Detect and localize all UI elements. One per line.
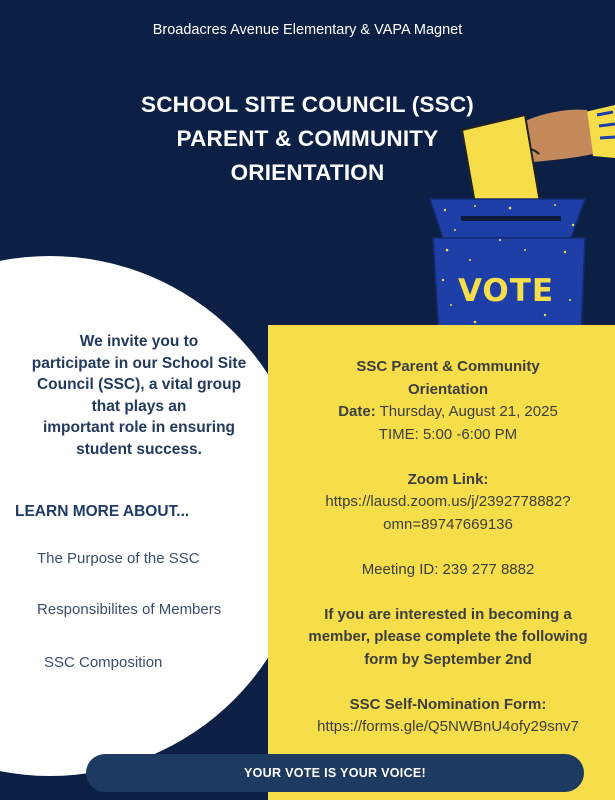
ballot-box-icon xyxy=(415,100,615,350)
event-title: Orientation xyxy=(407,380,488,398)
event-details xyxy=(292,356,604,739)
learn-more-heading: LEARN MORE ABOUT... xyxy=(15,503,190,520)
box-label: VOTE xyxy=(457,273,555,309)
title-line-3: ORIENTATION xyxy=(230,160,385,185)
title-line-2: PARENT & COMMUNITY xyxy=(176,126,439,151)
interest-line: If you are interested in becoming a xyxy=(324,605,572,623)
invitation-line: participate in our School Site xyxy=(31,354,247,372)
topic-item: The Purpose of the SSC xyxy=(37,550,200,567)
form-link[interactable]: https://forms.gle/Q5NWBnU4ofy29snv7 xyxy=(317,718,579,735)
event-time: TIME: 5:00 -6:00 PM xyxy=(378,425,518,443)
invitation-line: that plays an xyxy=(91,397,187,415)
event-title: SSC Parent & Community xyxy=(356,358,540,375)
date-value: Thursday, August 21, 2025 xyxy=(375,403,558,420)
school-name: Broadacres Avenue Elementary & VAPA Magnet xyxy=(152,22,463,38)
interest-line: form by September 2nd xyxy=(364,650,532,668)
zoom-link-cont[interactable]: omn=89747669136 xyxy=(383,515,513,533)
form-label: SSC Self-Nomination Form: xyxy=(349,695,547,713)
zoom-label: Zoom Link: xyxy=(407,470,489,488)
invitation-text xyxy=(8,331,270,460)
event-date xyxy=(292,401,604,424)
invitation-line: Council (SSC), a vital group xyxy=(36,376,242,393)
zoom-link[interactable]: https://lausd.zoom.us/j/2392778882? xyxy=(325,493,571,510)
invitation-line: We invite you to xyxy=(79,333,199,350)
box-slot xyxy=(461,216,561,221)
invitation-line: important role in ensuring xyxy=(42,419,236,436)
interest-line: member, please complete the following xyxy=(308,628,588,645)
title-line-1: SCHOOL SITE COUNCIL (SSC) xyxy=(141,92,474,117)
meeting-id: Meeting ID: 239 277 8882 xyxy=(361,560,535,578)
slogan-banner: YOUR VOTE IS YOUR VOICE! xyxy=(86,754,584,792)
topic-item: Responsibilites of Members xyxy=(37,601,222,618)
topic-item: SSC Composition xyxy=(44,654,163,671)
date-label: Date: xyxy=(338,403,376,420)
invitation-line: student success. xyxy=(76,440,202,458)
